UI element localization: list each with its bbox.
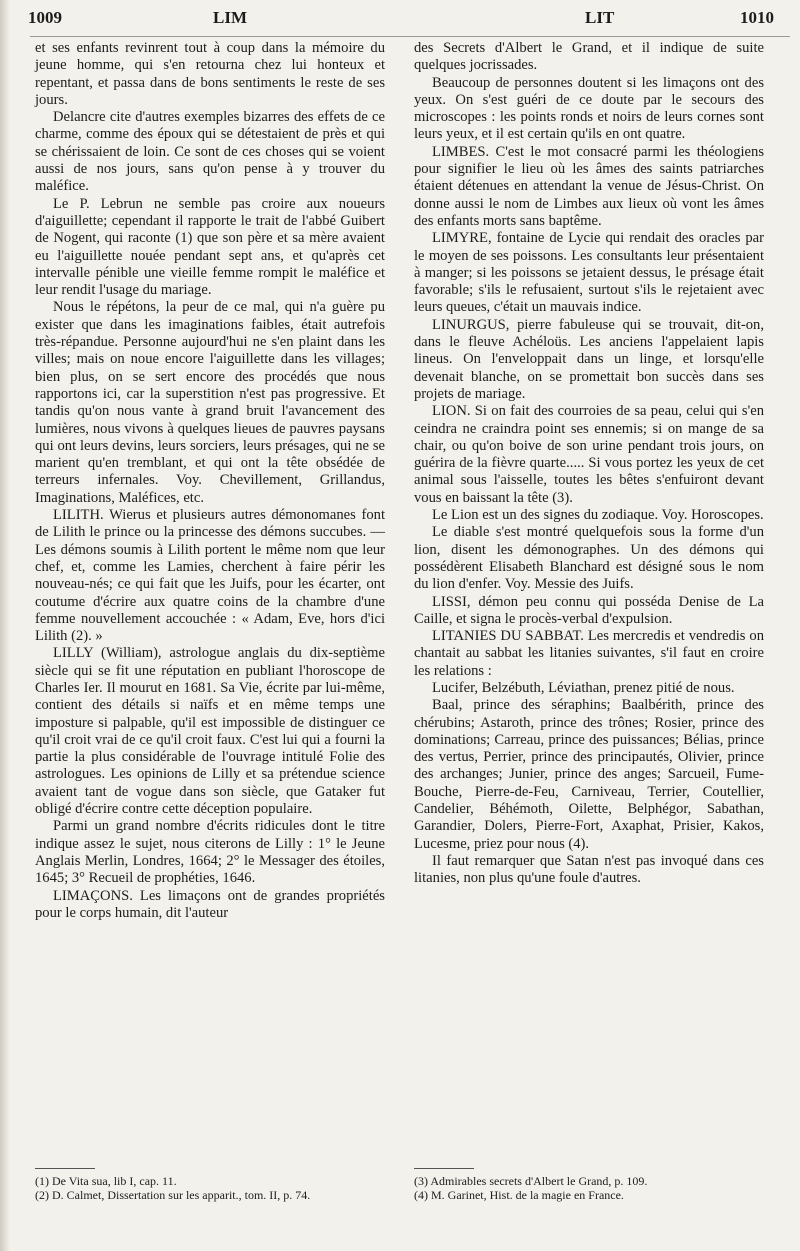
right-footnote-rule bbox=[414, 1168, 474, 1169]
footnote: (2) D. Calmet, Dissertation sur les apparit., tom. II, p. 74. bbox=[35, 1188, 311, 1202]
paragraph: Le P. Lebrun ne semble pas croire aux noueurs d'aiguillette; cependant il rapporte le trait de l'abbé Guibert de Nogent, qui raconte (1) que son père et sa mère avaient eu l'aiguillette nouée pendant sept ans, et qu'après cet intervalle pénible une vieille femme rompit le maléfice et leur rendit l'usage du mariage. bbox=[35, 195, 385, 299]
paragraph: LIMBES. C'est le mot consacré parmi les théologiens pour signifier le lieu où les âmes des saints patriarches étaient détenues en attendant la venue de Jésus-Christ. On donne aussi le nom de Limbes aux lieux où vont les âmes des enfants morts sans baptême. bbox=[414, 143, 764, 229]
paragraph: Parmi un grand nombre d'écrits ridicules dont le titre indique assez le sujet, nous citerons de Lilly : 1° le Jeune Anglais Merlin, Londres, 1664; 2° le Messager des étoiles, 1645; 3° Recueil de prophéties, 1646. bbox=[35, 818, 385, 887]
left-column bbox=[35, 40, 385, 922]
footnote: (3) Admirables secrets d'Albert le Grand, p. 109. bbox=[414, 1174, 648, 1188]
paragraph: LIMAÇONS. Les limaçons ont de grandes propriétés pour le corps humain, dit l'auteur bbox=[35, 887, 385, 921]
paragraph: Le Lion est un des signes du zodiaque. Voy. Horoscopes. bbox=[432, 507, 764, 524]
footnote: (1) De Vita sua, lib I, cap. 11. bbox=[35, 1174, 177, 1188]
page-binding-shadow bbox=[0, 0, 10, 1251]
right-column-number: 1010 bbox=[740, 8, 774, 27]
paragraph: LITANIES DU SABBAT. Les mercredis et vendredis on chantait au sabbat les litanies suivantes, s'il faut en croire les relations : bbox=[414, 628, 764, 679]
footnote: (4) M. Garinet, Hist. de la magie en France. bbox=[414, 1188, 624, 1202]
paragraph: Il faut remarquer que Satan n'est pas invoqué dans ces litanies, non plus qu'une foule d'autres. bbox=[414, 852, 764, 887]
paragraph: LISSI, démon peu connu qui posséda Denise de La Caille, et signa le procès-verbal d'expulsion. bbox=[414, 593, 764, 627]
paragraph: Le diable s'est montré quelquefois sous la forme d'un lion, disent les démonographes. Un des démons qui possédèrent Elisabeth Blanchard est désigné sous le nom du lion d'enfer. Voy. Messie des Juifs. bbox=[414, 524, 764, 593]
paragraph: LINURGUS, pierre fabuleuse qui se trouvait, dit-on, dans le fleuve Achéloüs. Les anciens l'appelaient lapis lineus. On l'enveloppait dans un linge, et lorsqu'elle devenait blanche, on se promettait bon succès dans ses projets de mariage. bbox=[414, 316, 764, 402]
paragraph: des Secrets d'Albert le Grand, et il indique de suite quelques jocrissades. bbox=[414, 40, 764, 74]
paragraph: Beaucoup de personnes doutent si les limaçons ont des yeux. On s'est guéri de ce doute par le secours des microscopes : les points ronds et noirs de leurs cornes sont leurs yeux, et il est certain qu'ils en ont quatre. bbox=[414, 74, 764, 143]
paragraph: et ses enfants revinrent tout à coup dans la mémoire du jeune homme, qui s'en retourna chez lui honteux et repentant, et passa dans de bons sentiments le reste de ses jours. bbox=[35, 40, 385, 108]
paragraph: LILLY (William), astrologue anglais du dix-septième siècle qui se fit une réputation en publiant l'horoscope de Charles Ier. Il mourut en 1681. Sa Vie, écrite par lui-même, contient des détails si naïfs et en même temps une imposture si palpable, qu'il est impossible de distinguer ce qu'il croit vrai de ce qu'il croit faux. C'est lui qui a fourni la partie la plus considérable de l'ouvrage intitulé Folie des astrologues. Les opinions de Lilly et sa prétendue science avaient tant de vogue dans son siècle, que Gataker fut obligé d'écrire contre cette déception populaire. bbox=[35, 645, 385, 818]
right-column bbox=[414, 40, 764, 888]
left-footnotes bbox=[35, 1174, 385, 1202]
left-footnote-rule bbox=[35, 1168, 95, 1169]
paragraph: LIMYRE, fontaine de Lycie qui rendait des oracles par le moyen de ses poissons. Les consultants leur présentaient à manger; si les poissons se jetaient dessus, le présage était favorable; s'ils le refusaient, surtout s'ils le rejetaient avec leurs queues, c'était un mauvais indice. bbox=[414, 230, 764, 316]
paragraph: Delancre cite d'autres exemples bizarres des effets de ce charme, comme des époux qui se détestaient de près et qui se chérissaient de loin. Ce sont de ces choses qui se voient aussi de nos jours, sans qu'on pense à y trouver du maléfice. bbox=[35, 109, 385, 195]
left-column-number: 1009 bbox=[28, 8, 62, 27]
running-header bbox=[0, 8, 800, 32]
left-running-word: LIM bbox=[213, 8, 247, 27]
paragraph: Baal, prince des séraphins; Baalbérith, prince des chérubins; Astaroth, prince des trônes; Rosier, prince des dominations; Carreau, prince des puissances; Bélias, prince des vertus, Perrier, prince des principautés, Olivier, prince des archanges; Junier, prince des anges; Sarcueil, Fume-Bouche, Pierre-de-Feu, Carniveau, Terrier, Coutellier, Candelier, Béhémoth, Oilette, Belphégor, Sabathan, Garandier, Dolers, Pierre-Fort, Axaphat, Prisier, Kakos, Lucesme, priez pour nous (4). bbox=[414, 697, 764, 852]
header-rule bbox=[30, 36, 790, 37]
right-footnotes bbox=[414, 1174, 764, 1202]
paragraph: LION. Si on fait des courroies de sa peau, celui qui s'en ceindra ne craindra point ses ennemis; si on mange de sa chair, ou qu'on boive de son urine pendant trois jours, on guérira de la fièvre quarte..... Si vous portez les yeux de cet animal sous l'aisselle, toutes les bêtes s'enfuiront devant vous en baissant la tête (3). bbox=[414, 403, 764, 506]
paragraph: Lucifer, Belzébuth, Léviathan, prenez pitié de nous. bbox=[432, 679, 735, 696]
paragraph: LILITH. Wierus et plusieurs autres démonomanes font de Lilith le prince ou la princesse des démons succubes. — Les démons soumis à Lilith portent le même nom que leur chef, et, comme les Lamies, cherchent à faire périr les nouveau-nés; ce qui fait que les Juifs, pour les écarter, ont coutume d'écrire aux quatre coins de la chambre d'une femme nouvellement accouchée : « Adam, Eve, hors d'ici Lilith (2). » bbox=[35, 507, 385, 645]
paragraph: Nous le répétons, la peur de ce mal, qui n'a guère pu exister que dans les imaginations faibles, était autrefois très-répandue. Personne aujourd'hui ne s'en plaint dans les villes; mais on noue encore l'aiguillette dans les villages; bien plus, on se sert encore des procédés que nous rapportons ici, car la superstition n'est pas progressive. Et tandis qu'on nous vante à grand bruit l'avancement des lumières, nous vivons à quelques lieues de pauvres paysans qui ont leurs devins, leurs sorciers, leurs présages, qui ne se marient qu'en tremblant, et qui ont la tête obsédée de terreurs infernales. Voy. Chevillement, Grillandus, Imaginations, Maléfices, etc. bbox=[35, 299, 385, 506]
right-running-word: LIT bbox=[585, 8, 615, 27]
